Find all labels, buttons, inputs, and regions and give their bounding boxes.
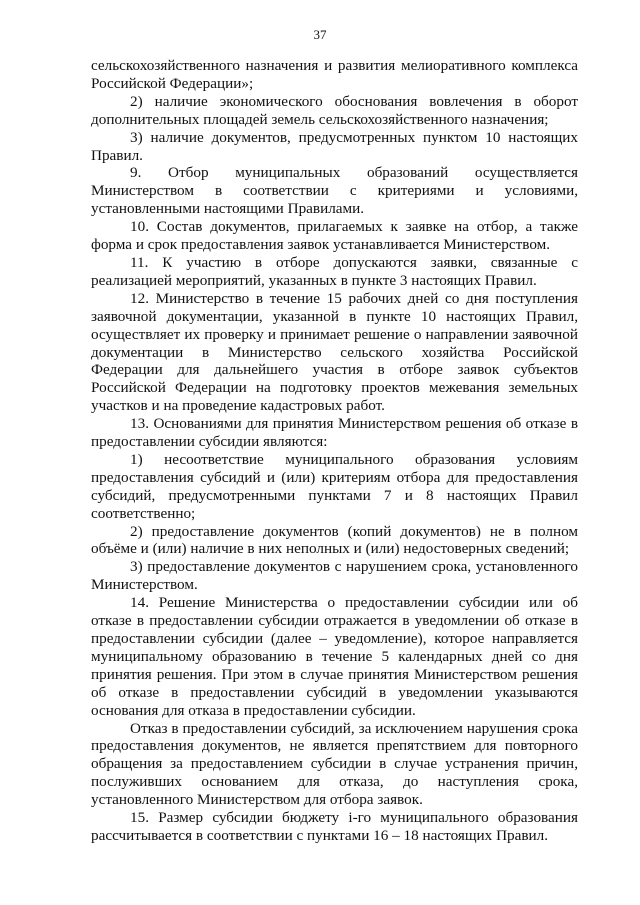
document-body: [91, 57, 578, 845]
paragraph-item-2: 2) наличие экономического обоснования вовлечения в оборот дополнительных площадей земель сельскохозяйственного назначения;: [91, 92, 578, 128]
paragraph-refusal-note: Отказ в предоставлении субсидий, за исключением нарушения срока предоставления документов, не является препятствием для повторного обращения за предоставлением субсидии в случае устранения причин, послуживших основанием для отказа, до наступления срока, установленного Министерством для отбора заявок.: [91, 719, 578, 809]
paragraph-clause-15: 15. Размер субсидии бюджету i-го муниципального образования рассчитывается в соответствии с пунктами 16 – 18 настоящих Правил.: [91, 809, 578, 844]
paragraph-clause-13: 13. Основаниями для принятия Министерством решения об отказе в предоставлении субсидии являются:: [91, 415, 578, 451]
paragraph-clause-13-item-1: 1) несоответствие муниципального образования условиям предоставления субсидий и (или) критериям отбора для предоставления субсидий, предусмотренными пунктами 7 и 8 настоящих Правил соответственно;: [91, 450, 578, 522]
paragraph-clause-12: 12. Министерство в течение 15 рабочих дней со дня поступления заявочной документации, указанной в пункте 10 настоящих Правил, осуществляет их проверку и принимает решение о направлении заявочной документации в Министерство сельского хозяйства Российской Федерации для дальнейшего участия в отборе заявок субъектов Российской Федерации на подготовку проектов межевания земельных участков и на проведение кадастровых работ.: [91, 289, 578, 415]
paragraph-clause-13-item-2: 2) предоставление документов (копий документов) не в полном объёме и (или) наличие в них неполных и (или) недостоверных сведений;: [91, 522, 578, 558]
paragraph-clause-13-item-3: 3) предоставление документов с нарушением срока, установленного Министерством.: [91, 558, 578, 594]
paragraph-clause-11: 11. К участию в отборе допускаются заявки, связанные с реализацией мероприятий, указанных в пункте 3 настоящих Правил.: [91, 253, 578, 289]
paragraph-clause-14: 14. Решение Министерства о предоставлении субсидии или об отказе в предоставлении субсидии отражается в уведомлении об отказе в предоставлении субсидии (далее – уведомление), которое направляется муниципальному образованию в течение 5 календарных дней со дня принятия решения. При этом в случае принятия Министерством решения об отказе в предоставлении субсидий в уведомлении указываются основания для отказа в предоставлении субсидии.: [91, 594, 578, 719]
paragraph-clause-9: 9. Отбор муниципальных образований осуществляется Министерством в соответствии с критериями и условиями, установленными настоящими Правилами.: [91, 164, 578, 218]
page-number: 37: [313, 27, 327, 42]
paragraph-continuation: сельскохозяйственного назначения и развития мелиоративного комплекса Российской Федерации»;: [91, 57, 578, 92]
paragraph-clause-10: 10. Состав документов, прилагаемых к заявке на отбор, а также форма и срок предоставления заявок устанавливается Министерством.: [91, 218, 578, 254]
paragraph-item-3: 3) наличие документов, предусмотренных пунктом 10 настоящих Правил.: [91, 128, 578, 164]
